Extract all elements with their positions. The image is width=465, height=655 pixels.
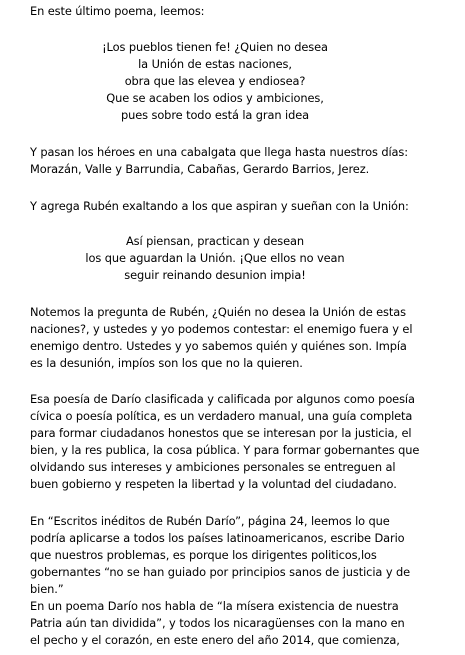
poem-line: seguir reinando desunion impia! bbox=[124, 268, 306, 282]
text-line: Y pasan los héroes en una cabalgata que llega hasta nuestros días: bbox=[30, 145, 409, 159]
text-line: es la desunión, impíos son los que no la quieren. bbox=[30, 356, 303, 370]
text-line: el pecho y el corazón, en este enero del año 2014, que comienza, bbox=[30, 633, 400, 647]
text-line: bien.” bbox=[30, 582, 64, 596]
text-line: En “Escritos inéditos de Rubén Darío”, página 24, leemos lo que bbox=[30, 514, 390, 528]
text-line: gobernantes “no se han guiado por principios sanos de justicia y de bbox=[30, 565, 411, 579]
poem-line: los que aguardan la Unión. ¡Que ellos no vean bbox=[85, 251, 345, 265]
poem-line: Así piensan, practican y desean bbox=[125, 234, 305, 248]
text-line: para formar ciudadanos honestos que se interesan por la justicia, el bbox=[30, 426, 412, 440]
text-line: que nuestros problemas, es porque los dirigentes politicos,los bbox=[30, 548, 377, 562]
text-line: naciones?, y ustedes y yo podemos contestar: el enemigo fuera y el bbox=[30, 322, 413, 336]
text-line: olvidando sus intereses y ambiciones personales se entreguen al bbox=[30, 460, 396, 474]
intro-line: En este último poema, leemos: bbox=[30, 4, 205, 18]
poem-line: obra que las elevea y endiosea? bbox=[124, 74, 306, 88]
paragraph-ruben-adds: Y agrega Rubén exaltando a los que aspiran y sueñan con la Unión: bbox=[30, 199, 409, 213]
poem-line: ¡Los pueblos tienen fe! ¿Quien no desea bbox=[102, 40, 328, 54]
text-line: Notemos la pregunta de Rubén, ¿Quién no desea la Unión de estas bbox=[30, 305, 406, 319]
text-line: cívica o poesía política, es un verdadero manual, una guía completa bbox=[30, 409, 413, 423]
text-line: enemigo dentro. Ustedes y yo sabemos quién y quiénes son. Impía bbox=[30, 339, 407, 353]
text-line: En un poema Darío nos habla de “la mísera existencia de nuestra bbox=[30, 599, 399, 613]
text-line: buen gobierno y respeten la libertad y la voluntad del ciudadano. bbox=[30, 477, 397, 491]
text-line: bien, y la res publica, la cosa pública. Y para formar gobernantes que bbox=[30, 443, 420, 457]
poem-line: la Unión de estas naciones, bbox=[138, 57, 292, 71]
poem-line: Que se acaben los odios y ambiciones, bbox=[106, 91, 324, 105]
poem-line: pues sobre todo está la gran idea bbox=[120, 108, 310, 122]
text-line: podría aplicarse a todos los países latinoamericanos, escribe Dario bbox=[30, 531, 405, 545]
text-line: Morazán, Valle y Barrundia, Cabañas, Gerardo Barrios, Jerez. bbox=[30, 162, 370, 176]
text-line: Esa poesía de Darío clasificada y calificada por algunos como poesía bbox=[30, 392, 415, 406]
text-line: Patria aún tan dividida”, y todos los nicaragüenses con la mano en bbox=[30, 616, 405, 630]
